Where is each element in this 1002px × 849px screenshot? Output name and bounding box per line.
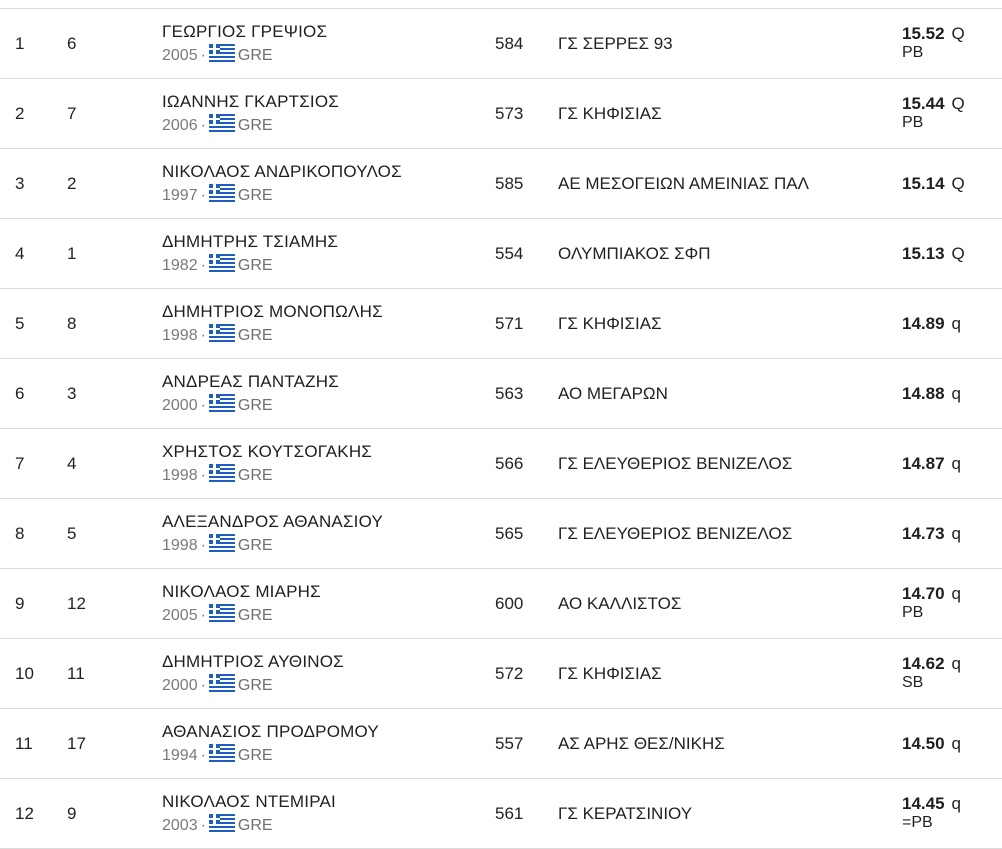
mark-value: 14.87 (902, 454, 945, 473)
country-code: GRE (237, 47, 273, 64)
mark-cell (902, 384, 982, 404)
athlete-cell (162, 792, 336, 836)
record-badge: =PB (902, 814, 933, 831)
separator-dot: · (200, 817, 206, 834)
bib-cell: 565 (495, 524, 524, 543)
athlete-cell (162, 162, 402, 206)
lane-cell: 4 (67, 454, 77, 473)
bib-cell: 571 (495, 314, 524, 333)
club-cell: ΓΣ ΚΗΦΙΣΙΑΣ (558, 664, 662, 683)
club-cell: ΑΣ ΑΡΗΣ ΘΕΣ/ΝΙΚΗΣ (558, 734, 725, 753)
lane-cell: 2 (67, 174, 77, 193)
lane-cell: 11 (67, 664, 85, 683)
mark-cell (902, 584, 982, 621)
greece-flag-icon (209, 324, 235, 343)
country-code: GRE (237, 187, 273, 204)
athlete-name[interactable]: ΑΛΕΞΑΝΔΡΟΣ ΑΘΑΝΑΣΙΟΥ (162, 512, 384, 531)
athlete-meta (162, 114, 339, 136)
qualification-badge: Q (951, 174, 965, 193)
bib-cell: 573 (495, 104, 524, 123)
birth-year: 1998 (162, 467, 198, 484)
table-row[interactable] (0, 499, 1002, 569)
birth-year: 2006 (162, 117, 198, 134)
mark-value: 15.52 (902, 24, 945, 43)
greece-flag-icon (209, 184, 235, 203)
bib-cell: 584 (495, 34, 524, 53)
qualification-badge: q (951, 314, 962, 333)
athlete-name[interactable]: ΝΙΚΟΛΑΟΣ ΑΝΔΡΙΚΟΠΟΥΛΟΣ (162, 162, 402, 181)
club-cell: ΑΟ ΜΕΓΑΡΩΝ (558, 384, 668, 403)
athlete-cell (162, 22, 327, 66)
country-code: GRE (237, 397, 273, 414)
table-row[interactable] (0, 149, 1002, 219)
lane-cell: 17 (67, 734, 86, 753)
separator-dot: · (200, 467, 206, 484)
mark-cell (902, 94, 982, 131)
athlete-cell (162, 92, 339, 136)
rank-cell: 11 (15, 734, 33, 753)
lane-cell: 1 (67, 244, 77, 263)
athlete-cell (162, 372, 339, 416)
mark-value: 14.62 (902, 654, 945, 673)
qualification-badge: q (951, 384, 962, 403)
qualification-badge: Q (951, 94, 965, 113)
mark-value: 15.44 (902, 94, 945, 113)
athlete-name[interactable]: ΔΗΜΗΤΡΙΟΣ ΑΥΘΙΝΟΣ (162, 652, 344, 671)
record-badge: PB (902, 114, 924, 131)
athlete-cell (162, 512, 383, 556)
athlete-meta (162, 394, 339, 416)
rank-cell: 9 (15, 594, 25, 613)
mark-value: 14.70 (902, 584, 945, 603)
record-badge: SB (902, 674, 924, 691)
separator-dot: · (200, 187, 206, 204)
table-row[interactable] (0, 289, 1002, 359)
athlete-meta (162, 44, 327, 66)
lane-cell: 6 (67, 34, 77, 53)
athlete-cell (162, 442, 372, 486)
mark-value: 14.45 (902, 794, 945, 813)
athlete-name[interactable]: ΝΙΚΟΛΑΟΣ ΜΙΑΡΗΣ (162, 582, 321, 601)
rank-cell: 5 (15, 314, 25, 333)
table-row[interactable] (0, 569, 1002, 639)
birth-year: 1982 (162, 257, 198, 274)
mark-value: 15.14 (902, 174, 945, 193)
club-cell: ΓΣ ΚΗΦΙΣΙΑΣ (558, 104, 662, 123)
lane-cell: 5 (67, 524, 77, 543)
bib-cell: 561 (495, 804, 524, 823)
athlete-meta (162, 324, 383, 346)
athlete-meta (162, 674, 344, 696)
greece-flag-icon (209, 394, 235, 413)
bib-cell: 554 (495, 244, 524, 263)
athlete-meta (162, 464, 372, 486)
mark-value: 14.88 (902, 384, 945, 403)
bib-cell: 585 (495, 174, 524, 193)
birth-year: 1997 (162, 187, 198, 204)
qualification-badge: Q (951, 244, 965, 263)
lane-cell: 8 (67, 314, 77, 333)
club-cell: ΓΣ ΚΗΦΙΣΙΑΣ (558, 314, 662, 333)
separator-dot: · (200, 257, 206, 274)
separator-dot: · (200, 677, 206, 694)
country-code: GRE (237, 117, 273, 134)
birth-year: 2003 (162, 817, 198, 834)
athlete-cell (162, 652, 344, 696)
rank-cell: 6 (15, 384, 25, 403)
birth-year: 1998 (162, 537, 198, 554)
mark-value: 14.50 (902, 734, 945, 753)
qualification-badge: q (951, 734, 962, 753)
mark-cell (902, 314, 982, 334)
mark-value: 14.73 (902, 524, 945, 543)
greece-flag-icon (209, 114, 235, 133)
athlete-meta (162, 184, 402, 206)
greece-flag-icon (209, 604, 235, 623)
rank-cell: 1 (15, 34, 25, 53)
mark-cell (902, 524, 982, 544)
bib-cell: 557 (495, 734, 524, 753)
country-code: GRE (237, 747, 273, 764)
record-badge: PB (902, 44, 924, 61)
mark-cell (902, 454, 982, 474)
record-badge: PB (902, 604, 924, 621)
bib-cell: 563 (495, 384, 524, 403)
athlete-meta (162, 744, 379, 766)
table-row[interactable] (0, 779, 1002, 849)
lane-cell: 9 (67, 804, 77, 823)
rank-cell: 10 (15, 664, 34, 683)
rank-cell: 12 (15, 804, 34, 823)
greece-flag-icon (209, 814, 235, 833)
mark-cell (902, 794, 982, 831)
club-cell: ΟΛΥΜΠΙΑΚΟΣ ΣΦΠ (558, 244, 711, 263)
greece-flag-icon (209, 254, 235, 273)
athlete-meta (162, 604, 321, 626)
lane-cell: 3 (67, 384, 77, 403)
birth-year: 2005 (162, 47, 198, 64)
qualification-badge: q (951, 524, 962, 543)
separator-dot: · (200, 747, 206, 764)
athlete-name[interactable]: ΔΗΜΗΤΡΗΣ ΤΣΙΑΜΗΣ (162, 232, 339, 251)
country-code: GRE (237, 467, 273, 484)
qualification-badge: q (951, 454, 962, 473)
athlete-cell (162, 232, 338, 276)
mark-value: 15.13 (902, 244, 945, 263)
athlete-meta (162, 534, 383, 556)
club-cell: ΓΣ ΕΛΕΥΘΕΡΙΟΣ ΒΕΝΙΖΕΛΟΣ (558, 524, 793, 543)
separator-dot: · (200, 327, 206, 344)
athlete-name[interactable]: ΙΩΑΝΝΗΣ ΓΚΑΡΤΣΙΟΣ (162, 92, 339, 111)
greece-flag-icon (209, 674, 235, 693)
club-cell: ΓΣ ΣΕΡΡΕΣ 93 (558, 34, 673, 53)
birth-year: 1998 (162, 327, 198, 344)
athlete-cell (162, 722, 379, 766)
athlete-name[interactable]: ΓΕΩΡΓΙΟΣ ΓΡΕΨΙΟΣ (162, 22, 328, 41)
country-code: GRE (237, 817, 273, 834)
mark-cell (902, 734, 982, 754)
greece-flag-icon (209, 464, 235, 483)
greece-flag-icon (209, 534, 235, 553)
separator-dot: · (200, 117, 206, 134)
table-row[interactable] (0, 639, 1002, 709)
club-cell: ΑΕ ΜΕΣΟΓΕΙΩΝ ΑΜΕΙΝΙΑΣ ΠΑΛ (558, 174, 809, 193)
birth-year: 2005 (162, 607, 198, 624)
athlete-name[interactable]: ΝΙΚΟΛΑΟΣ ΝΤΕΜΙΡΑΙ (162, 792, 336, 811)
birth-year: 2000 (162, 677, 198, 694)
rank-cell: 2 (15, 104, 25, 123)
separator-dot: · (200, 607, 206, 624)
mark-cell (902, 244, 982, 264)
country-code: GRE (237, 677, 273, 694)
country-code: GRE (237, 607, 273, 624)
qualification-badge: q (951, 584, 962, 603)
rank-cell: 3 (15, 174, 25, 193)
rank-cell: 7 (15, 454, 25, 473)
bib-cell: 572 (495, 664, 524, 683)
athlete-meta (162, 814, 336, 836)
athlete-cell (162, 302, 383, 346)
club-cell: ΑΟ ΚΑΛΛΙΣΤΟΣ (558, 594, 682, 613)
bib-cell: 566 (495, 454, 524, 473)
greece-flag-icon (209, 44, 235, 63)
qualification-badge: q (951, 654, 962, 673)
qualification-badge: Q (951, 24, 965, 43)
table-row[interactable] (0, 709, 1002, 779)
athlete-name[interactable]: ΔΗΜΗΤΡΙΟΣ ΜΟΝΟΠΩΛΗΣ (162, 302, 383, 321)
lane-cell: 12 (67, 594, 86, 613)
table-row[interactable] (0, 359, 1002, 429)
table-row[interactable] (0, 219, 1002, 289)
mark-cell (902, 654, 982, 691)
separator-dot: · (200, 537, 206, 554)
table-row[interactable] (0, 79, 1002, 149)
separator-dot: · (200, 47, 206, 64)
greece-flag-icon (209, 744, 235, 763)
country-code: GRE (237, 327, 273, 344)
club-cell: ΓΣ ΕΛΕΥΘΕΡΙΟΣ ΒΕΝΙΖΕΛΟΣ (558, 454, 793, 473)
bib-cell: 600 (495, 594, 524, 613)
mark-cell (902, 174, 982, 194)
athlete-name[interactable]: ΧΡΗΣΤΟΣ ΚΟΥΤΣΟΓΑΚΗΣ (162, 442, 373, 461)
mark-value: 14.89 (902, 314, 945, 333)
table-row[interactable] (0, 429, 1002, 499)
athlete-cell (162, 582, 321, 626)
country-code: GRE (237, 537, 273, 554)
table-row[interactable] (0, 9, 1002, 79)
separator-dot: · (200, 397, 206, 414)
rank-cell: 8 (15, 524, 25, 543)
qualification-badge: q (951, 794, 962, 813)
rank-cell: 4 (15, 244, 25, 263)
athlete-name[interactable]: ΑΝΔΡΕΑΣ ΠΑΝΤΑΖΗΣ (162, 372, 339, 391)
athlete-meta (162, 254, 338, 276)
athlete-name[interactable]: ΑΘΑΝΑΣΙΟΣ ΠΡΟΔΡΟΜΟΥ (162, 722, 379, 741)
country-code: GRE (237, 257, 273, 274)
lane-cell: 7 (67, 104, 77, 123)
birth-year: 1994 (162, 747, 198, 764)
birth-year: 2000 (162, 397, 198, 414)
club-cell: ΓΣ ΚΕΡΑΤΣΙΝΙΟΥ (558, 804, 693, 823)
mark-cell (902, 24, 982, 61)
